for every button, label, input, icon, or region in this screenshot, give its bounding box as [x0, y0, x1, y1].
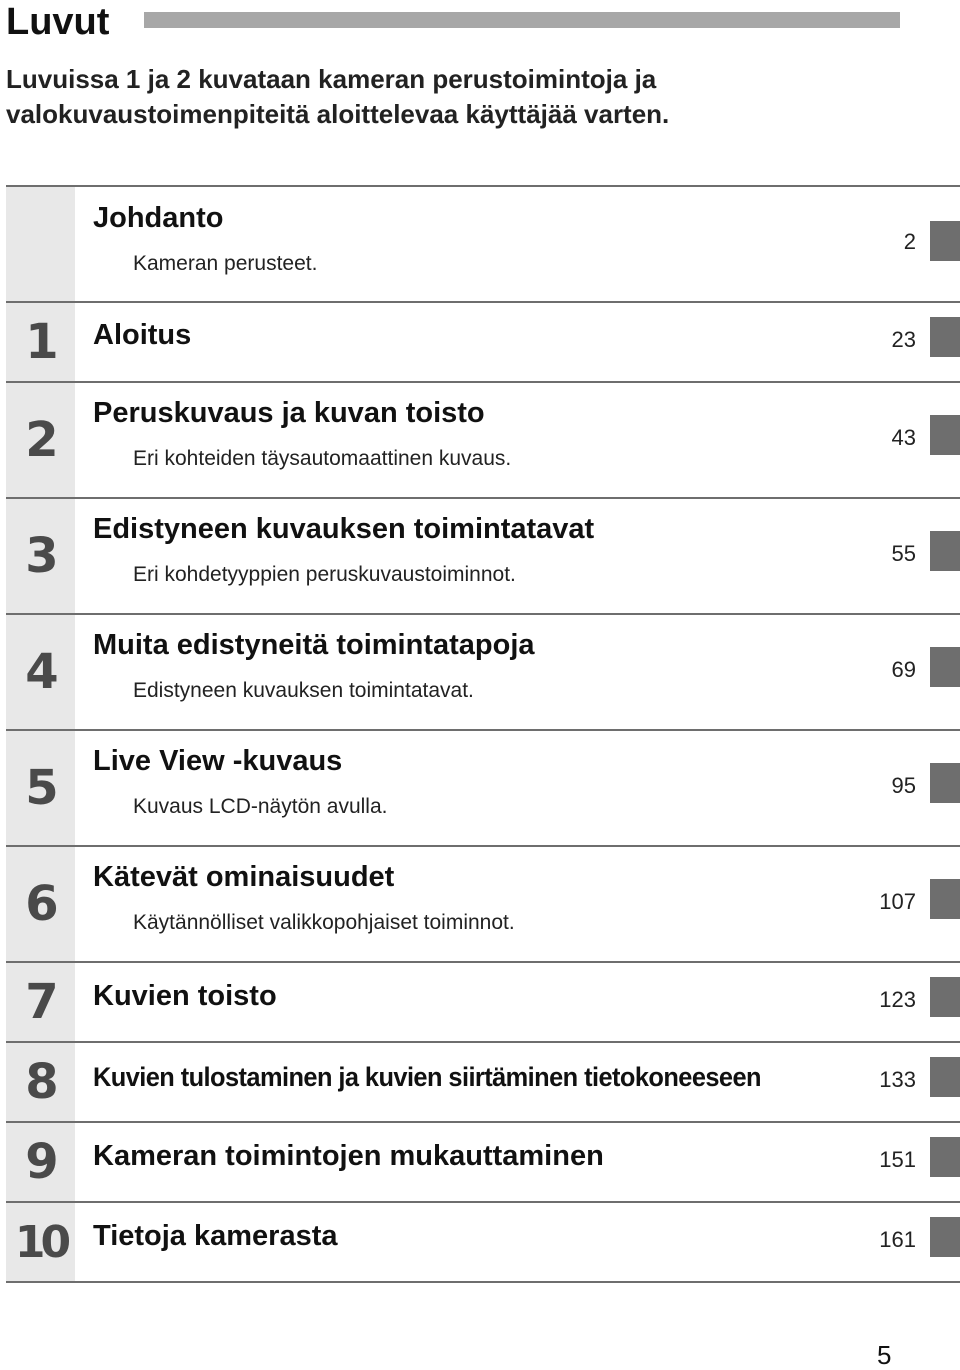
- chapter-title[interactable]: Kameran toimintojen mukauttaminen: [93, 1140, 604, 1172]
- chapter-number: 9: [25, 1134, 56, 1190]
- chapter-number: 5: [25, 760, 56, 816]
- chapter-number: 6: [25, 876, 56, 932]
- chapter-page-number: 43: [891, 425, 916, 450]
- chapter-title[interactable]: Peruskuvaus ja kuvan toisto: [93, 397, 485, 429]
- chapter-number-cell: [6, 615, 75, 729]
- chapter-page-number: 95: [891, 773, 916, 798]
- chapter-title[interactable]: Live View -kuvaus: [93, 745, 343, 777]
- chapter-page-number: 107: [879, 889, 916, 914]
- table-of-contents: [6, 185, 960, 1283]
- chapter-tab: [930, 531, 960, 571]
- chapter-page-number: 23: [891, 327, 916, 352]
- toc-row-3[interactable]: [6, 497, 960, 613]
- chapter-subtitle: Kuvaus LCD-näytön avulla.: [133, 795, 388, 818]
- chapter-number: 7: [25, 974, 56, 1030]
- chapter-number: 1: [25, 314, 56, 370]
- chapter-page-number: 55: [891, 541, 916, 566]
- chapter-page-number: 151: [879, 1147, 916, 1172]
- chapter-page-number: 2: [903, 229, 916, 254]
- toc-row-6[interactable]: [6, 845, 960, 961]
- toc-row-8[interactable]: [6, 1041, 960, 1121]
- chapter-title[interactable]: Kuvien tulostaminen ja kuvien siirtäminen tietokoneeseen: [93, 1062, 761, 1092]
- chapter-subtitle: Käytännölliset valikkopohjaiset toiminnot.: [133, 911, 515, 934]
- chapter-tab: [930, 1057, 960, 1097]
- toc-row-10[interactable]: [6, 1201, 960, 1283]
- chapter-subtitle: Eri kohteiden täysautomaattinen kuvaus.: [133, 447, 512, 470]
- chapter-number: 4: [25, 644, 56, 700]
- chapter-tab: [930, 977, 960, 1017]
- chapter-number: 8: [25, 1054, 56, 1110]
- toc-row-7[interactable]: [6, 961, 960, 1041]
- chapter-page-number: 133: [879, 1067, 916, 1092]
- chapter-number-cell: [6, 187, 75, 301]
- chapter-number-cell: [6, 847, 75, 961]
- chapter-title[interactable]: Kuvien toisto: [93, 980, 277, 1012]
- toc-row-4[interactable]: [6, 613, 960, 729]
- chapter-title[interactable]: Edistyneen kuvauksen toimintatavat: [93, 513, 595, 545]
- toc-row-5[interactable]: [6, 729, 960, 845]
- chapter-title[interactable]: Muita edistyneitä toimintatapoja: [93, 629, 535, 661]
- chapter-number-cell: [6, 383, 75, 497]
- intro-line-2: valokuvaustoimenpiteitä aloittelevaa käyttäjää varten.: [6, 99, 670, 129]
- chapter-tab: [930, 415, 960, 455]
- chapter-tab: [930, 879, 960, 919]
- chapter-number: 3: [25, 528, 56, 584]
- chapter-subtitle: Edistyneen kuvauksen toimintatavat.: [133, 679, 474, 702]
- chapter-tab: [930, 1137, 960, 1177]
- intro-text: [6, 62, 906, 132]
- chapter-page-number: 69: [891, 657, 916, 682]
- chapter-number-cell: [6, 1043, 75, 1121]
- chapter-number-cell: [6, 1123, 75, 1201]
- chapter-tab: [930, 647, 960, 687]
- chapter-title[interactable]: Aloitus: [93, 319, 192, 351]
- toc-row-9[interactable]: [6, 1121, 960, 1201]
- chapter-tab: [930, 317, 960, 357]
- intro-line-1: Luvuissa 1 ja 2 kuvataan kameran perustoimintoja ja: [6, 64, 657, 94]
- title-bar: [144, 12, 900, 28]
- chapter-title[interactable]: Johdanto: [93, 202, 224, 234]
- toc-row-1[interactable]: [6, 301, 960, 381]
- page-number: 5: [877, 1340, 892, 1370]
- chapter-title[interactable]: Tietoja kamerasta: [93, 1220, 338, 1252]
- chapter-tab: [930, 1217, 960, 1257]
- page-header: [0, 0, 960, 50]
- chapter-subtitle: Eri kohdetyyppien peruskuvaustoiminnot.: [133, 563, 516, 586]
- toc-row-2[interactable]: [6, 381, 960, 497]
- chapter-number-cell: [6, 731, 75, 845]
- chapter-number-cell: [6, 499, 75, 613]
- chapter-page-number: 161: [879, 1227, 916, 1252]
- chapter-number-cell: [6, 963, 75, 1041]
- chapter-number-cell: [6, 1203, 75, 1281]
- chapter-title[interactable]: Kätevät ominaisuudet: [93, 861, 395, 893]
- toc-row-johdanto[interactable]: [6, 185, 960, 301]
- chapter-subtitle: Kameran perusteet.: [133, 252, 318, 275]
- chapter-number-cell: [6, 303, 75, 381]
- chapter-number: 2: [25, 412, 56, 468]
- page-title: Luvut: [6, 1, 110, 43]
- chapter-page-number: 123: [879, 987, 916, 1012]
- chapter-number: 10: [14, 1216, 67, 1268]
- chapter-tab: [930, 763, 960, 803]
- chapter-tab: [930, 221, 960, 261]
